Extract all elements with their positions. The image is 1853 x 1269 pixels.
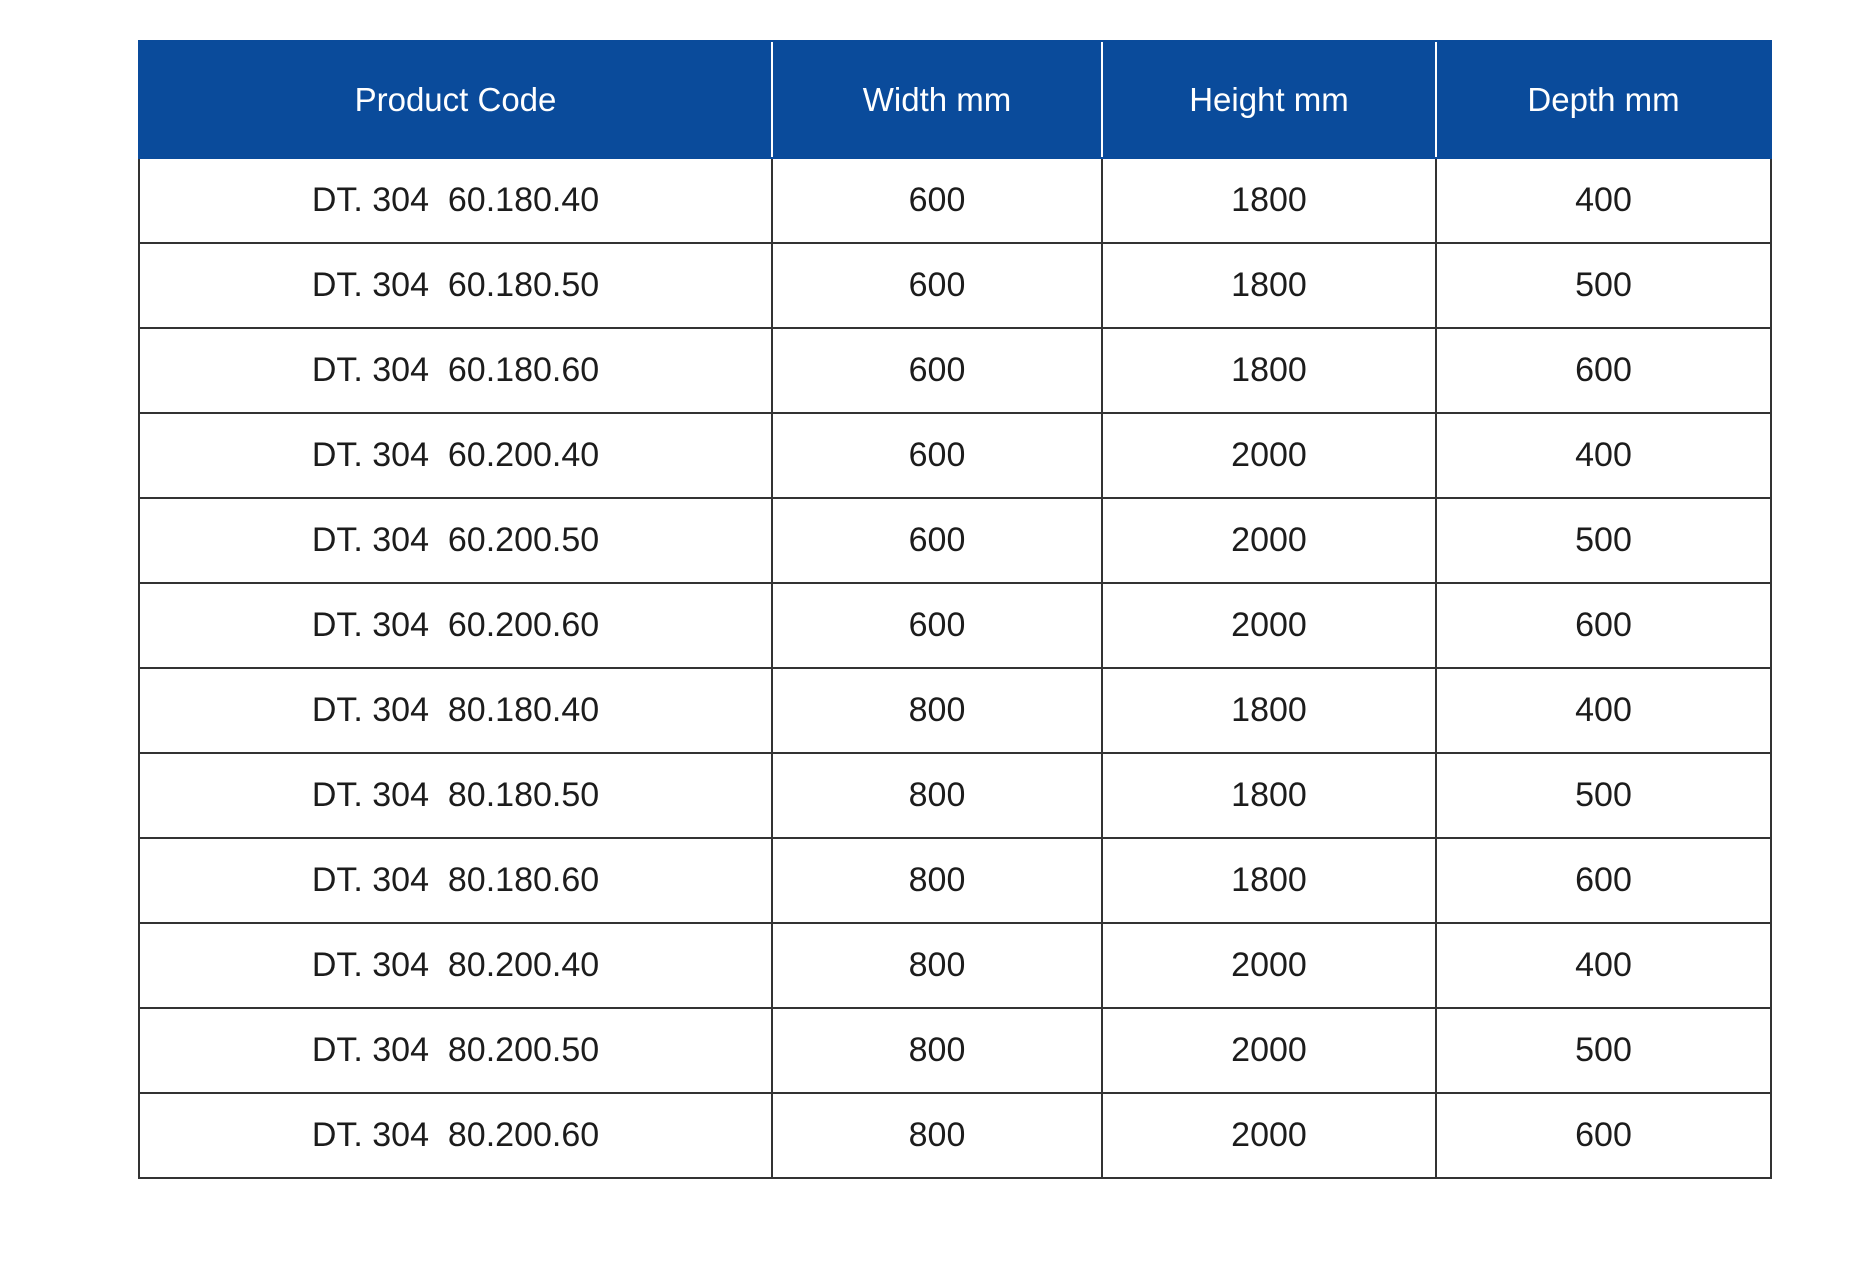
height-cell: 1800: [1102, 328, 1436, 413]
product-code-cell: DT. 304 60.200.50: [139, 498, 772, 583]
product-code-cell: DT. 304 80.180.60: [139, 838, 772, 923]
depth-cell: 600: [1436, 838, 1771, 923]
width-cell: 600: [772, 158, 1102, 243]
width-cell: 800: [772, 668, 1102, 753]
product-code-cell: DT. 304 60.200.60: [139, 583, 772, 668]
product-code-cell: DT. 304 80.200.40: [139, 923, 772, 1008]
width-cell: 600: [772, 328, 1102, 413]
depth-cell: 600: [1436, 1093, 1771, 1178]
table-body: [139, 158, 1771, 1178]
table-row: [139, 328, 1771, 413]
width-cell: 600: [772, 413, 1102, 498]
product-code-cell: DT. 304 60.180.40: [139, 158, 772, 243]
table-row: [139, 838, 1771, 923]
depth-cell: 500: [1436, 753, 1771, 838]
table-row: [139, 498, 1771, 583]
height-cell: 1800: [1102, 668, 1436, 753]
height-cell: 1800: [1102, 753, 1436, 838]
table-row: [139, 1093, 1771, 1178]
product-code-cell: DT. 304 80.180.50: [139, 753, 772, 838]
product-code-cell: DT. 304 80.200.60: [139, 1093, 772, 1178]
depth-cell: 600: [1436, 328, 1771, 413]
header-depth: Depth mm: [1436, 41, 1771, 158]
table-row: [139, 753, 1771, 838]
width-cell: 800: [772, 923, 1102, 1008]
depth-cell: 600: [1436, 583, 1771, 668]
depth-cell: 500: [1436, 243, 1771, 328]
depth-cell: 400: [1436, 413, 1771, 498]
height-cell: 1800: [1102, 243, 1436, 328]
height-cell: 2000: [1102, 413, 1436, 498]
table-header: [139, 41, 1771, 158]
width-cell: 600: [772, 498, 1102, 583]
depth-cell: 500: [1436, 498, 1771, 583]
table-row: [139, 158, 1771, 243]
width-cell: 800: [772, 838, 1102, 923]
product-code-cell: DT. 304 80.180.40: [139, 668, 772, 753]
header-product-code: Product Code: [139, 41, 772, 158]
depth-cell: 400: [1436, 923, 1771, 1008]
table-row: [139, 668, 1771, 753]
header-width: Width mm: [772, 41, 1102, 158]
table-row: [139, 413, 1771, 498]
height-cell: 1800: [1102, 838, 1436, 923]
width-cell: 600: [772, 583, 1102, 668]
header-row: [139, 41, 1771, 158]
height-cell: 2000: [1102, 923, 1436, 1008]
table-row: [139, 243, 1771, 328]
width-cell: 800: [772, 1093, 1102, 1178]
height-cell: 1800: [1102, 158, 1436, 243]
table-row: [139, 923, 1771, 1008]
table-row: [139, 1008, 1771, 1093]
product-code-cell: DT. 304 60.200.40: [139, 413, 772, 498]
width-cell: 600: [772, 243, 1102, 328]
table-row: [139, 583, 1771, 668]
height-cell: 2000: [1102, 498, 1436, 583]
product-dimensions-table: [138, 40, 1772, 1179]
width-cell: 800: [772, 1008, 1102, 1093]
depth-cell: 500: [1436, 1008, 1771, 1093]
height-cell: 2000: [1102, 1093, 1436, 1178]
header-height: Height mm: [1102, 41, 1436, 158]
width-cell: 800: [772, 753, 1102, 838]
product-code-cell: DT. 304 60.180.50: [139, 243, 772, 328]
depth-cell: 400: [1436, 668, 1771, 753]
product-code-cell: DT. 304 60.180.60: [139, 328, 772, 413]
height-cell: 2000: [1102, 1008, 1436, 1093]
product-code-cell: DT. 304 80.200.50: [139, 1008, 772, 1093]
depth-cell: 400: [1436, 158, 1771, 243]
height-cell: 2000: [1102, 583, 1436, 668]
